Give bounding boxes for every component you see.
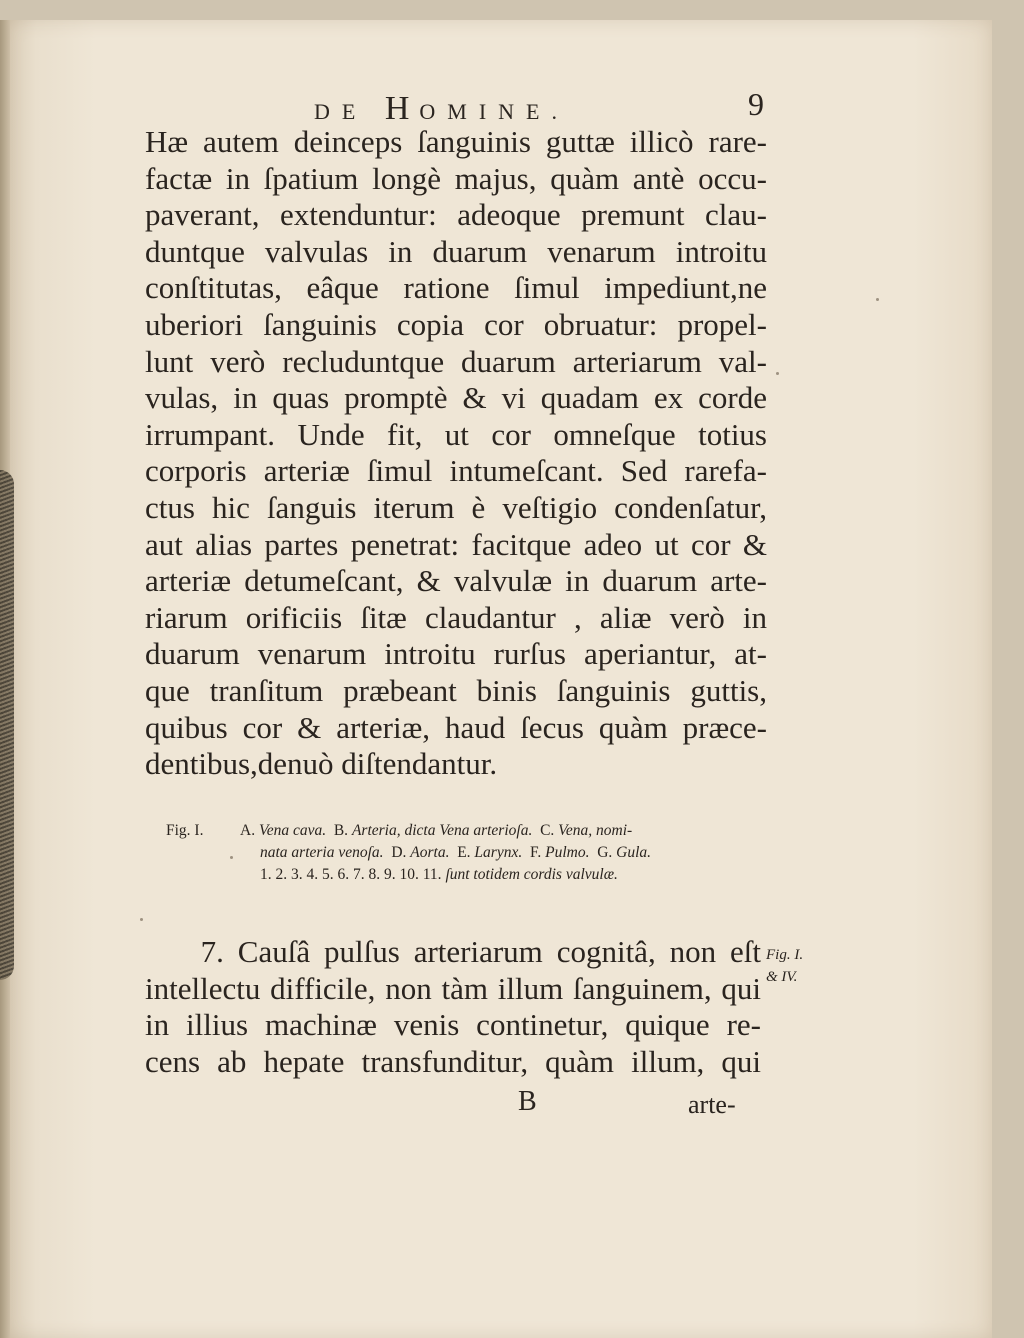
facing-figure-edge [0,470,14,980]
caption-segment: nata arteria venoſa. [260,844,384,861]
catchword: arte- [688,1090,736,1119]
text-line: lunt verò recluduntque duarum arteriarum val- [145,343,767,379]
text-line: in illius machinæ venis continetur, quique re- [145,1007,761,1043]
paper-speck [230,856,233,859]
caption-segment: F. [522,844,546,861]
caption-segment: G. [589,844,617,861]
caption-segment: Vena cava. [258,822,327,839]
signature-mark: B [518,1086,537,1117]
text-line: duntque valvulas in duarum venarum introitu [145,233,767,269]
caption-segment: Vena, nomi- [558,822,633,839]
caption-segment: Aorta. [410,844,450,861]
section-7-paragraph [145,934,761,1080]
text-line: 7. Cauſâ pulſus arteriarum cognitâ, non eſt [145,934,761,969]
caption-line-1 [240,820,632,842]
running-head-prefix: DE [314,99,368,124]
caption-segment: B. [326,822,352,839]
caption-segment: Gula. [616,844,652,861]
text-line: ctus hic ſanguis iterum è veſtigio condenſatur, [145,489,767,525]
body-paragraph [145,124,767,783]
margin-note [766,944,803,988]
margin-note-line: Fig. I. [766,947,804,963]
paper-speck [140,918,143,921]
text-line: quibus cor & arteriæ, haud ſecus quàm præce- [145,709,767,745]
text-line: paverant, extenduntur: adeoque premunt clau- [145,197,767,233]
text-line: corporis arteriæ ſimul intumeſcant. Sed rarefa- [145,453,767,489]
caption-segment: C. [532,822,559,839]
text-line: Hæ autem deinceps ſanguinis guttæ illicò rare- [145,124,767,159]
text-line: intellectu difficile, non tàm illum ſanguinem, qui [145,970,761,1006]
text-line: duarum venarum introitu rurſus aperiantur, at- [145,636,767,672]
caption-figure-label: Fig. I. [166,822,204,839]
caption-segment: 1. 2. 3. 4. 5. 6. 7. 8. 9. 10. 11. [260,866,446,883]
text-line: uberiori ſanguinis copia cor obruatur: propel- [145,306,767,342]
margin-note-line: & IV. [766,969,798,985]
paper-speck [876,298,879,301]
running-head [300,86,770,127]
text-line: arteriæ detumeſcant, & valvulæ in duarum arte- [145,563,767,599]
text-line: que tranſitum præbeant binis ſanguinis guttis, [145,672,767,708]
caption-segment: A. [240,822,259,839]
page-number: 9 [748,86,764,122]
caption-segment: D. [383,844,411,861]
caption-segment: E. [449,844,475,861]
running-head-title [314,90,569,128]
caption-segment: Arteria, dicta Vena arterioſa. [351,822,533,839]
text-line: vulas, in quas promptè & vi quadam ex corde [145,380,767,416]
running-head-initial: H [384,90,420,127]
caption-segment: ſunt totidem cordis valvulæ. [445,866,618,883]
caption-line-2 [260,842,651,864]
text-line: riarum orificiis ſitæ claudantur , aliæ verò in [145,599,767,635]
text-line: dentibus,denuò diſtendantur. [145,746,498,782]
running-head-rest: OMINE. [419,99,569,124]
caption-segment: Larynx. [474,844,523,861]
text-line: factæ in ſpatium longè majus, quàm antè occu- [145,160,767,196]
text-line: conſtitutas, eâque ratione ſimul impediunt,ne [145,270,767,306]
text-line: irrumpant. Unde fit, ut cor omneſque totius [145,416,767,452]
text-line: aut alias partes penetrat: facitque adeo ut cor & [145,526,767,562]
text-line: cens ab hepate transfunditur, quàm illum, qui [145,1043,761,1079]
caption-segment: Pulmo. [545,844,590,861]
paper-speck [776,372,779,375]
caption-line-3 [260,864,618,886]
